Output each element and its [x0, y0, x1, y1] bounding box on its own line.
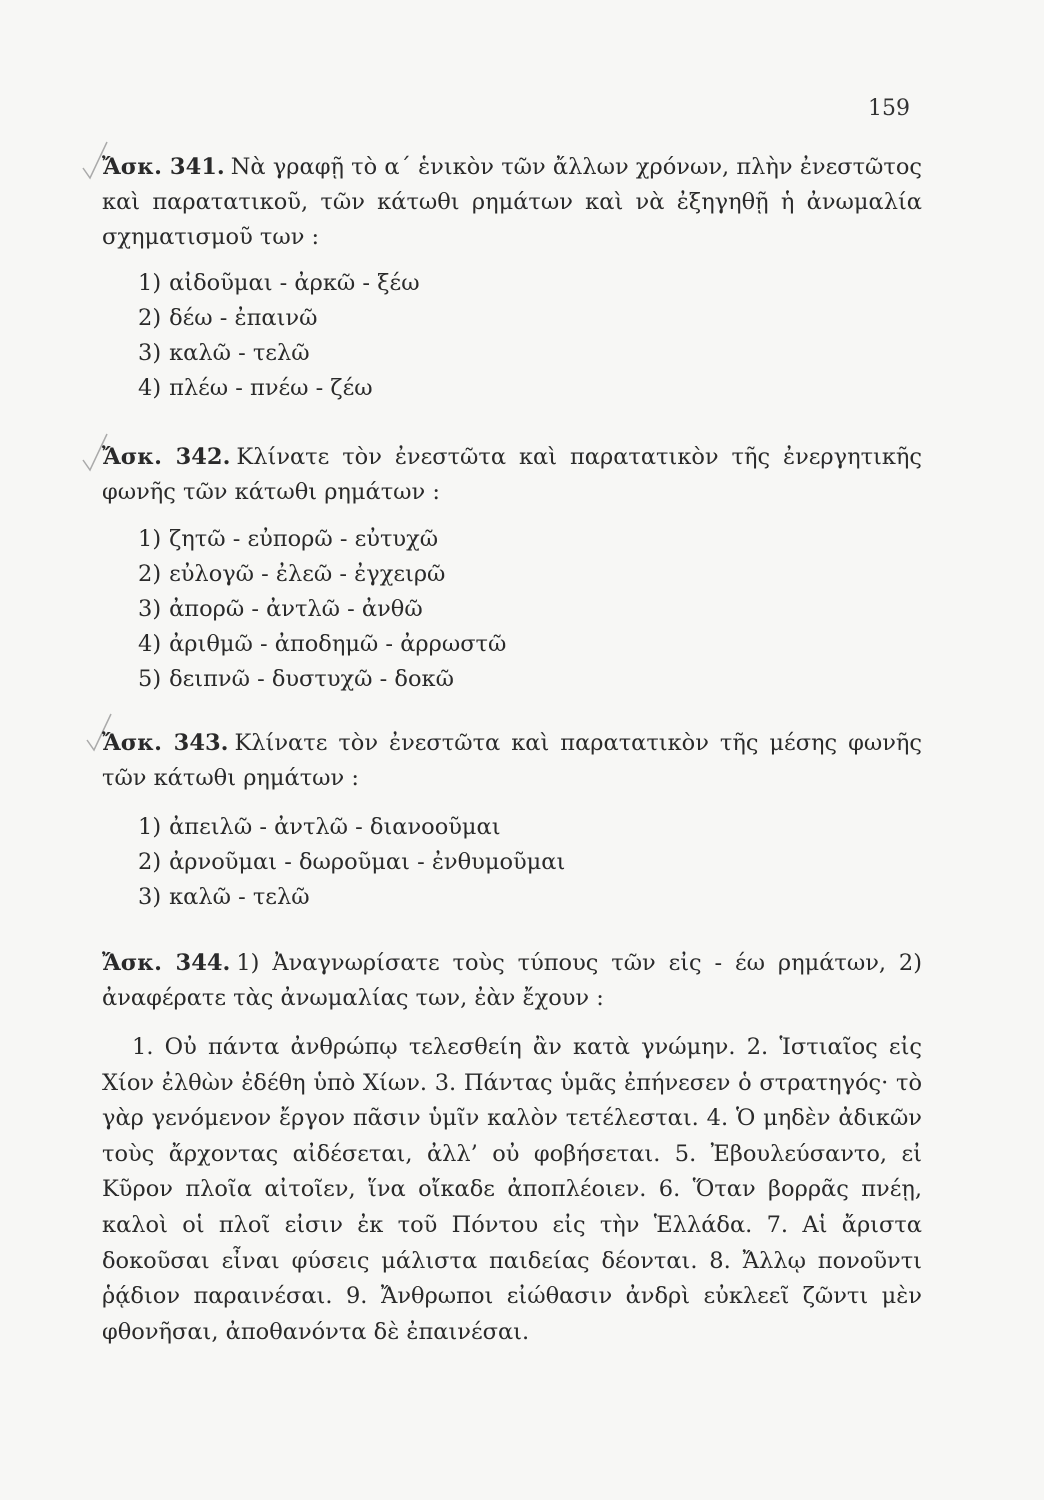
list-item: 1) ζητῶ - εὐπορῶ - εὐτυχῶ	[138, 526, 439, 552]
exercise-instruction-text: Νὰ γραφῇ τὸ α΄ ἑνικὸν τῶν ἄλλων χρόνων, πλὴν ἐνεστῶτος καὶ παρατατικοῦ, τῶν κάτωθι ρημάτων καὶ νὰ ἐξηγηθῇ ἡ ἀνωμαλία σχηματισμοῦ των :	[102, 154, 922, 250]
list-item: 5) δειπνῶ - δυστυχῶ - δοκῶ	[138, 666, 454, 692]
list-item: 2) εὐλογῶ - ἐλεῶ - ἐγχειρῶ	[138, 561, 446, 587]
exercise-label: Ἄσκ. 342.	[102, 444, 231, 470]
exercise-344-text: 1. Οὐ πάντα ἀνθρώπῳ τελεσθείη ἂν κατὰ γνώμην. 2. Ἱστιαῖος εἰς Χίον ἐλθὼν ἐδέθη ὑπὸ Χίων. 3. Πάντας ὑμᾶς ἐπήνεσεν ὁ στρατηγός· τὸ γὰρ γενόμενον ἔργον πᾶσιν ὑμῖν καλὸν τετέλεσται. 4. Ὁ μηδὲν ἀδικῶν τοὺς ἄρχοντας αἰδέσεται, ἀλλ’ οὐ φοβήσεται. 5. Ἐβουλεύσαντο, εἰ Κῦρον πλοῖα αἰτοῖεν, ἵνα οἴκαδε ἀποπλέοιεν. 6. Ὅταν βορρᾶς πνέῃ, καλοὶ οἱ πλοῖ εἰσιν ἐκ τοῦ Πόντου εἰς τὴν Ἑλλάδα. 7. Αἱ ἄριστα δοκοῦσαι εἶναι φύσεις μάλιστα παιδείας δέονται. 8. Ἄλλῳ πονοῦντι ῥᾴδιον παραινέσαι. 9. Ἄνθρωποι εἰώθασιν ἀνδρὶ εὐκλεεῖ ζῶντι μὲν φθονῆσαι, ἀποθανόντα δὲ ἐπαινέσαι.	[102, 1034, 922, 1345]
list-item: 3) καλῶ - τελῶ	[138, 340, 310, 366]
list-item: 1) ἀπειλῶ - ἀντλῶ - διανοοῦμαι	[138, 814, 501, 840]
list-item: 2) δέω - ἐπαινῶ	[138, 305, 318, 331]
page-number: 159	[868, 96, 910, 121]
exercise-343-instruction	[102, 726, 922, 796]
exercise-instruction-text: 1) Ἀναγνωρίσατε τοὺς τύπους τῶν εἰς - έω ρημάτων, 2) ἀναφέρατε τὰς ἀνωμαλίας των, ἐὰν ἔχουν :	[102, 950, 922, 1011]
exercise-342-instruction	[102, 440, 922, 510]
list-item: 3) ἀπορῶ - ἀντλῶ - ἀνθῶ	[138, 596, 423, 622]
exercise-344-instruction	[102, 946, 922, 1016]
list-item: 2) ἀρνοῦμαι - δωροῦμαι - ἐνθυμοῦμαι	[138, 849, 566, 875]
exercise-343-list	[138, 810, 565, 915]
exercise-instruction-text: Κλίνατε τὸν ἐνεστῶτα καὶ παρατατικὸν τῆς μέσης φωνῆς τῶν κάτωθι ρημάτων :	[102, 730, 922, 791]
exercise-label: Ἄσκ. 343.	[102, 730, 229, 756]
exercise-label: Ἄσκ. 344.	[102, 950, 231, 976]
list-item: 3) καλῶ - τελῶ	[138, 884, 310, 910]
exercise-341-list	[138, 266, 420, 406]
exercise-342-list	[138, 522, 506, 697]
exercise-label: Ἄσκ. 341.	[102, 154, 225, 180]
list-item: 4) ἀριθμῶ - ἀποδημῶ - ἀρρωστῶ	[138, 631, 507, 657]
exercise-341-instruction	[102, 150, 922, 255]
list-item: 4) πλέω - πνέω - ζέω	[138, 375, 373, 401]
exercise-instruction-text: Κλίνατε τὸν ἐνεστῶτα καὶ παρατατικὸν τῆς ἐνεργητικῆς φωνῆς τῶν κάτωθι ρημάτων :	[102, 444, 922, 505]
list-item: 1) αἰδοῦμαι - ἀρκῶ - ξέω	[138, 270, 420, 296]
